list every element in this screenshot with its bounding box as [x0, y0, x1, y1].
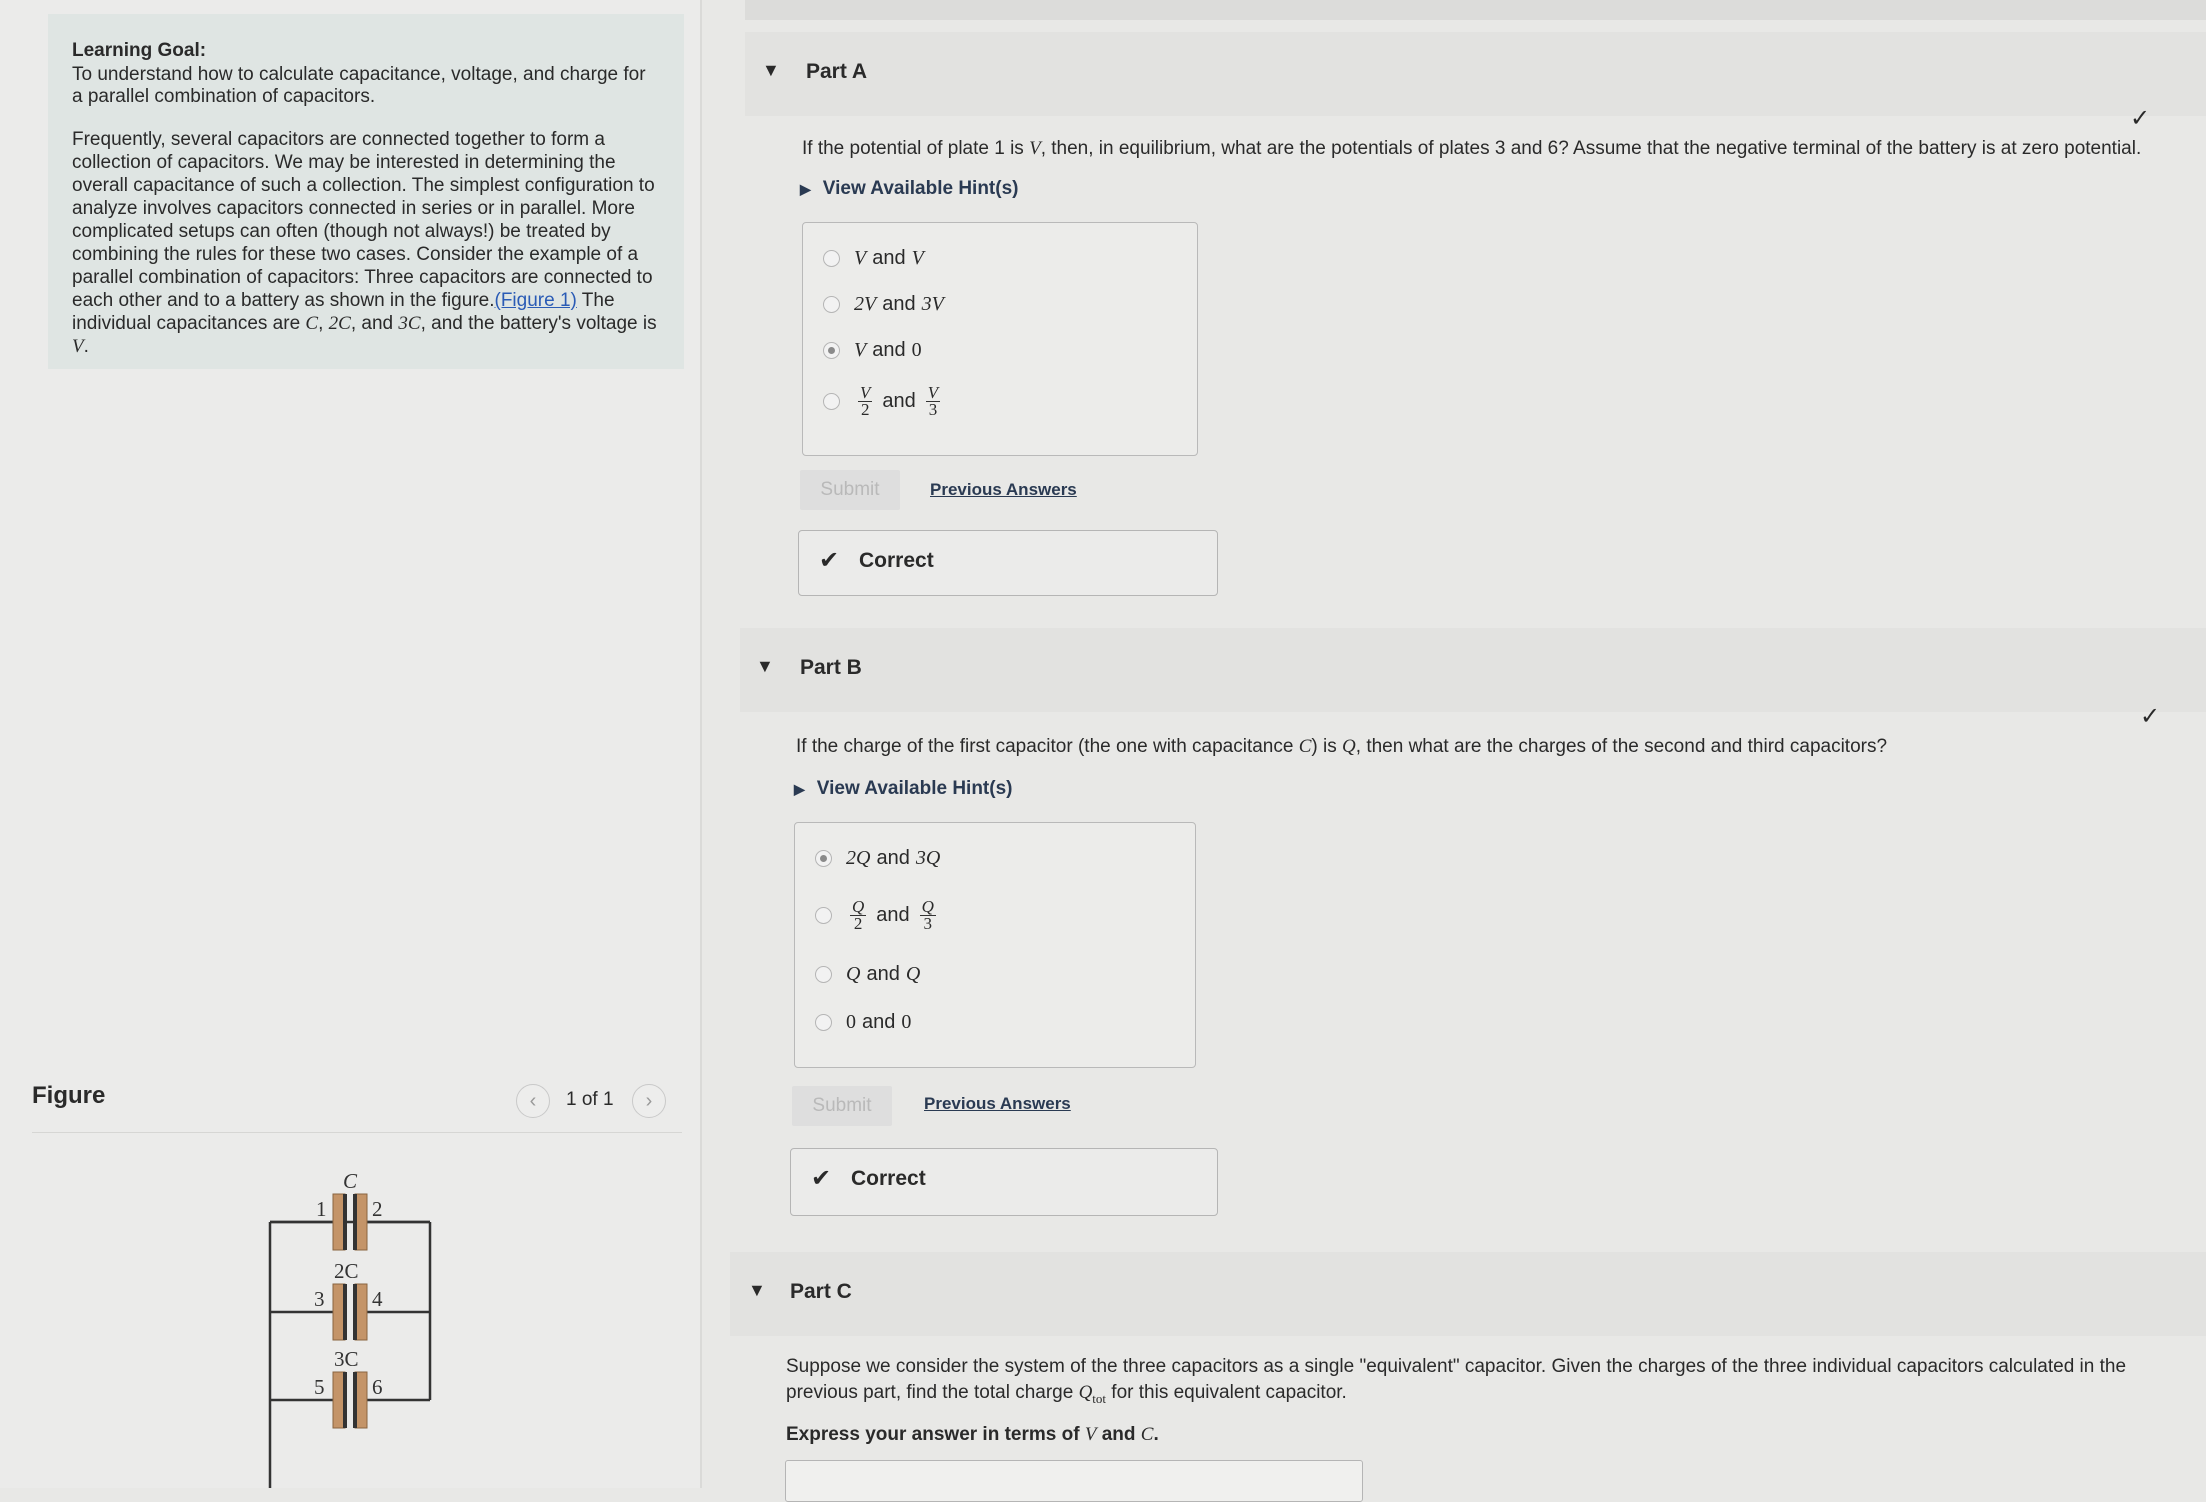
- part-b-choice-3[interactable]: [815, 963, 920, 986]
- plate-3: 3: [314, 1287, 325, 1311]
- radio-button[interactable]: [815, 1014, 832, 1031]
- label-3c: 3C: [334, 1347, 359, 1371]
- radio-button-selected[interactable]: [815, 850, 832, 867]
- plate-5: 5: [314, 1375, 325, 1399]
- part-c-answer-input[interactable]: [785, 1460, 1363, 1502]
- choice-value-b: Q: [905, 963, 921, 985]
- figure-next-button[interactable]: [632, 1084, 666, 1118]
- cap-2c: 2C: [328, 313, 351, 334]
- figure-link[interactable]: (Figure 1): [494, 290, 577, 311]
- part-a-title: Part A: [806, 60, 868, 83]
- chevron-right-icon: ›: [645, 1090, 653, 1112]
- express-1: Express your answer in terms of: [786, 1424, 1085, 1445]
- figure-divider: [32, 1132, 682, 1133]
- learning-goal-body: [72, 128, 660, 358]
- part-b-correct-label: Correct: [851, 1167, 926, 1190]
- label-c: C: [343, 1169, 358, 1193]
- radio-button[interactable]: [823, 393, 840, 410]
- numerator: V: [860, 383, 871, 402]
- choice-value-b: 0: [911, 339, 922, 361]
- part-b-choice-2[interactable]: [815, 899, 940, 932]
- choice-value-b: 3Q: [915, 847, 941, 869]
- choice-value-a: V: [854, 339, 867, 361]
- part-b-var-c: C: [1298, 736, 1312, 757]
- choice-value-b: V: [911, 247, 924, 269]
- qtot-symbol: [1078, 1382, 1107, 1406]
- part-a-header[interactable]: [745, 32, 2206, 116]
- plate-1: 1: [316, 1197, 327, 1221]
- choice-and: and: [862, 1011, 896, 1033]
- denominator: 3: [928, 400, 938, 419]
- radio-button[interactable]: [823, 250, 840, 267]
- fraction-b: [926, 385, 940, 418]
- part-b-choice-4[interactable]: [815, 1011, 911, 1034]
- part-a-question: [802, 136, 2182, 162]
- part-b-title: Part B: [800, 656, 862, 679]
- cap-3c: 3C: [398, 313, 421, 334]
- circuit-diagram: [250, 1160, 450, 1488]
- choice-and: and: [876, 904, 910, 926]
- radio-button-selected[interactable]: [823, 342, 840, 359]
- part-b-question-1: If the charge of the first capacitor (the one with capacitance: [796, 736, 1299, 757]
- radio-button[interactable]: [823, 296, 840, 313]
- numerator: V: [927, 383, 939, 402]
- choice-value-b: 3V: [921, 293, 944, 315]
- qtot-main: Q: [1078, 1382, 1093, 1403]
- figure-counter: 1 of 1: [566, 1089, 614, 1110]
- part-b-collapse-icon[interactable]: ▼: [756, 656, 774, 676]
- numerator: Q: [921, 897, 934, 916]
- choice-and: and: [872, 339, 906, 361]
- choice-value-a: 2V: [854, 293, 877, 315]
- express-var-c: C: [1140, 1424, 1154, 1445]
- learning-goal-text: To understand how to calculate capacitance, voltage, and charge for a parallel combination of capacitors.: [72, 64, 646, 107]
- part-c-collapse-icon[interactable]: ▼: [748, 1280, 766, 1300]
- part-a-hint-toggle[interactable]: [800, 178, 1018, 200]
- sep-1: ,: [318, 313, 329, 334]
- express-var-v: V: [1084, 1424, 1097, 1445]
- choice-and: and: [882, 390, 916, 412]
- check-icon: ✔: [811, 1165, 832, 1192]
- denominator: 2: [860, 400, 870, 419]
- plate-2: 2: [372, 1197, 383, 1221]
- part-a-question-var: V: [1029, 138, 1041, 159]
- part-b-submit-button[interactable]: Submit: [792, 1086, 892, 1126]
- label-2c: 2C: [334, 1259, 359, 1283]
- choice-and: and: [872, 247, 906, 269]
- part-a-correct-label: Correct: [859, 549, 934, 572]
- part-c-question-2: for this equivalent capacitor.: [1106, 1382, 1347, 1403]
- battery-voltage: V: [72, 336, 84, 357]
- period: .: [83, 336, 89, 357]
- part-c-title: Part C: [790, 1280, 852, 1303]
- body-part-1: Frequently, several capacitors are connected together to form a collection of capacitors. We may be interested in determining the overall capacitance of such a collection. The simplest configuration to analyze involves capacitors connected in series or in parallel. More complicated setups can often (though not always!) be treated by combining the rules for these two cases. Consider the example of a parallel combination of capacitors: Three capacitors are connected to each other and to a battery as shown in the figure.: [72, 129, 655, 311]
- part-a-choice-2[interactable]: [823, 293, 944, 316]
- plate-6: 6: [372, 1375, 383, 1399]
- numerator: Q: [852, 897, 865, 916]
- left-panel: [0, 0, 700, 1488]
- part-a-choice-3[interactable]: [823, 339, 922, 362]
- part-a-choice-4[interactable]: [823, 385, 944, 418]
- sep-2: , and: [350, 313, 399, 334]
- learning-goal-title: Learning Goal:: [72, 40, 207, 61]
- part-a-feedback: [798, 530, 1218, 596]
- plate-4: 4: [372, 1287, 383, 1311]
- chevron-left-icon: ‹: [529, 1090, 537, 1112]
- radio-button[interactable]: [815, 966, 832, 983]
- body-part-2: The individual capacitances are: [72, 290, 615, 334]
- part-a-question-1: If the potential of plate 1 is: [802, 138, 1030, 159]
- caret-right-icon: ▶: [794, 781, 805, 797]
- figure-prev-button[interactable]: [516, 1084, 550, 1118]
- part-c-header[interactable]: [730, 1252, 2206, 1336]
- denominator: 2: [853, 914, 863, 933]
- choice-value-a: V: [854, 247, 867, 269]
- choice-and: and: [882, 293, 916, 315]
- choice-and: and: [876, 847, 910, 869]
- part-a-collapse-icon[interactable]: ▼: [762, 60, 780, 80]
- part-c-instruction: [786, 1422, 1159, 1448]
- choice-value-b: 0: [901, 1011, 912, 1033]
- part-a-previous-answers-link[interactable]: Previous Answers: [930, 480, 1077, 499]
- choice-value-a: 2Q: [846, 847, 871, 869]
- part-a-hint-label: View Available Hint(s): [822, 178, 1019, 199]
- choice-and: and: [866, 963, 900, 985]
- check-icon: ✔: [819, 547, 840, 574]
- part-a-choice-1[interactable]: [823, 247, 924, 270]
- fraction-a: [858, 385, 872, 418]
- figure-label: Figure: [32, 1082, 106, 1109]
- denominator: 3: [923, 914, 933, 933]
- learning-goal-box: [48, 14, 684, 369]
- top-strip: [745, 0, 2206, 20]
- part-c-question-1: Suppose we consider the system of the three capacitors as a single "equivalent" capacitor. Given the charges of the three individual capacitors calculated in the previous part, find the total charge: [786, 1356, 2127, 1403]
- part-b-var-q: Q: [1342, 736, 1356, 757]
- choice-value-a: 0: [846, 1011, 856, 1033]
- cap-c: C: [305, 313, 319, 334]
- body-part-3: , and the battery's voltage is: [420, 313, 657, 334]
- part-b-question: [796, 734, 2176, 760]
- fraction-b: [920, 899, 936, 932]
- fraction-a: [850, 899, 866, 932]
- part-b-choice-1[interactable]: [815, 847, 940, 870]
- part-b-hint-toggle[interactable]: [794, 778, 1012, 800]
- part-b-choices: [794, 822, 1196, 1068]
- part-b-hint-label: View Available Hint(s): [816, 778, 1013, 799]
- part-b-complete-icon: ✓: [2140, 703, 2161, 730]
- part-a-complete-icon: ✓: [2130, 105, 2151, 132]
- qtot-subscript: tot: [1092, 1390, 1107, 1406]
- part-b-question-2: ) is: [1311, 736, 1343, 757]
- express-and: and: [1096, 1424, 1141, 1445]
- caret-right-icon: ▶: [800, 181, 811, 197]
- panel-divider: [700, 0, 702, 1488]
- radio-button[interactable]: [815, 907, 832, 924]
- choice-value-a: Q: [846, 963, 861, 985]
- express-end: .: [1153, 1424, 1159, 1445]
- part-a-submit-button[interactable]: Submit: [800, 470, 900, 510]
- part-a-question-2: , then, in equilibrium, what are the potentials of plates 3 and 6? Assume that the negative terminal of the battery is at zero potential.: [1040, 138, 2142, 159]
- part-b-header[interactable]: [740, 628, 2206, 712]
- part-b-feedback: [790, 1148, 1218, 1216]
- part-b-previous-answers-link[interactable]: Previous Answers: [924, 1094, 1071, 1113]
- part-b-question-3: , then what are the charges of the second and third capacitors?: [1355, 736, 1888, 757]
- part-c-question: [786, 1354, 2146, 1412]
- part-a-choices: [802, 222, 1198, 456]
